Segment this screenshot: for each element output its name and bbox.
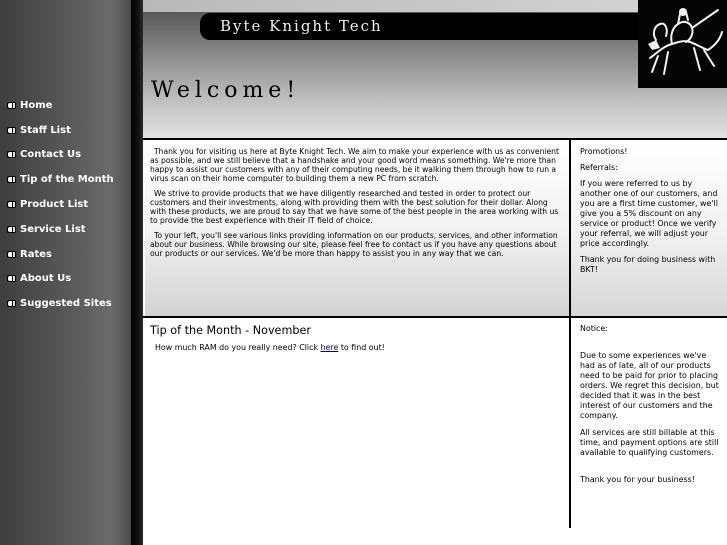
header	[143, 0, 727, 140]
promotions-title: Promotions!	[580, 147, 628, 156]
tip-text	[155, 343, 564, 352]
knight-on-horse-logo[interactable]	[638, 0, 727, 88]
plug-bullet-icon	[7, 151, 16, 158]
sidebar-item-label: About Us	[20, 273, 72, 285]
referrals-text: If you were referred to us by another one of our customers, and you are a first time customer, we'll give you a 5% discount on any service or product! Once we verify your referral, we will adjust your price accordingly.	[580, 179, 718, 248]
sidebar-item-label: Product List	[20, 199, 89, 211]
sidebar-item-contact-us[interactable]	[7, 143, 114, 168]
intro-paragraph: Thank you for visiting us here at Byte Knight Tech. We aim to make your experience with us as convenient as possible, and we still believe that a handshake and your good word means something. We're more than happy to assist our customers with any of their computing needs, be it walking them through how to run a virus scan on their home computer to building them a new PC from scratch.	[150, 147, 559, 183]
plug-bullet-icon	[7, 201, 16, 208]
site-title: Byte Knight Tech	[220, 17, 383, 35]
notice-paragraph: Due to some experiences we've had as of late, all of our products need to be paid for prior to placing orders. We regret this decision, but decided that it was in the best interest of our customers and the company.	[580, 351, 719, 420]
sidebar-nav	[7, 93, 114, 316]
sidebar-item-label: Rates	[20, 248, 52, 260]
tip-text-after: to find out!	[338, 343, 385, 352]
sidebar	[0, 0, 131, 545]
sidebar-item-label: Service List	[20, 223, 86, 235]
sidebar-item-label: Tip of the Month	[20, 174, 114, 186]
sidebar-item-about-us[interactable]	[7, 267, 114, 292]
sidebar-divider	[131, 0, 143, 545]
notice-title: Notice:	[580, 324, 608, 333]
plug-bullet-icon	[7, 300, 16, 307]
plug-bullet-icon	[7, 275, 16, 282]
plug-bullet-icon	[7, 127, 16, 134]
intro-panel	[145, 140, 569, 316]
tip-text-before: How much RAM do you really need? Click	[155, 343, 321, 352]
sidebar-item-label: Staff List	[20, 124, 71, 136]
sidebar-item-tip-of-the-month[interactable]	[7, 167, 114, 192]
intro-paragraph: We strive to provide products that we have diligently researched and tested in order to protect our customers and their investments, along with providing them with the best solution for their dollar. Along with these products, we are proud to say that we have some of the best people in the area working with us to provide the best experience with their IT field of choice.	[150, 189, 559, 225]
notice-paragraph: All services are still billable at this time, and payment options are still available to qualifying customers.	[580, 428, 719, 457]
intro-paragraph: To your left, you'll see various links providing information on our products, services, and other information about our business. While browsing our site, please feel free to contact us if you have any questions about our products or our services. We'd be more than happy to assist you in any way that we can.	[150, 231, 558, 258]
sidebar-item-label: Contact Us	[20, 149, 82, 161]
knight-logo-graphic	[638, 0, 727, 88]
tip-heading: Tip of the Month - November	[150, 324, 311, 337]
welcome-heading: Welcome!	[151, 78, 301, 103]
promotions-panel	[571, 140, 727, 316]
sidebar-item-staff-list[interactable]	[7, 118, 114, 143]
notice-panel	[571, 318, 727, 545]
sidebar-item-label: Suggested Sites	[20, 298, 112, 310]
sidebar-item-product-list[interactable]	[7, 192, 114, 217]
plug-bullet-icon	[7, 226, 16, 233]
plug-bullet-icon	[7, 102, 16, 109]
title-bar	[200, 13, 640, 40]
sidebar-item-home[interactable]	[7, 93, 114, 118]
plug-bullet-icon	[7, 176, 16, 183]
referrals-subtitle: Referrals:	[580, 163, 618, 172]
sidebar-item-suggested-sites[interactable]	[7, 291, 114, 316]
notice-thanks: Thank you for your business!	[580, 475, 695, 484]
sidebar-item-label: Home	[20, 99, 53, 111]
sidebar-item-rates[interactable]	[7, 242, 114, 267]
tip-link[interactable]: here	[320, 343, 339, 352]
promotions-thanks: Thank you for doing business with BKT!	[580, 255, 716, 274]
plug-bullet-icon	[7, 251, 16, 258]
tip-panel	[145, 318, 569, 545]
sidebar-item-service-list[interactable]	[7, 217, 114, 242]
